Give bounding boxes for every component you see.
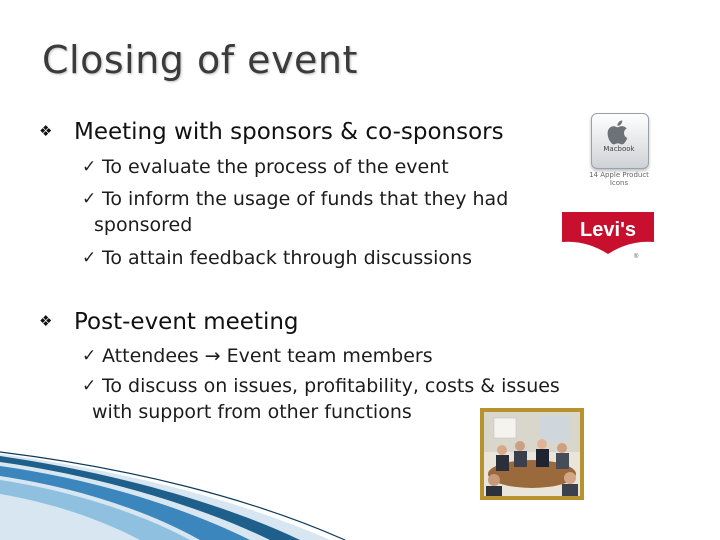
check-icon: ✓ xyxy=(82,346,97,366)
svg-text:®: ® xyxy=(634,254,639,260)
check-icon: ✓ xyxy=(82,189,97,209)
bullet-sponsors-meeting xyxy=(39,119,504,145)
diamond-bullet-icon: ❖ xyxy=(39,312,53,330)
check-icon: ✓ xyxy=(82,248,97,268)
bullet-text: Post-event meeting xyxy=(74,309,299,335)
decorative-wave xyxy=(0,440,720,540)
sub-item-continuation: sponsored xyxy=(94,214,193,236)
sub-item: ✓ To evaluate the process of the event xyxy=(82,156,449,178)
icon-label: Macbook xyxy=(603,145,635,153)
icon-caption: 14 Apple Product Icons xyxy=(589,171,649,187)
diamond-bullet-icon: ❖ xyxy=(39,122,53,140)
sub-item: ✓ Attendees → Event team members xyxy=(82,345,433,367)
apple-logo-icon xyxy=(606,117,632,147)
sub-item: ✓ To discuss on issues, profitability, costs & issues xyxy=(82,375,560,397)
sub-item: ✓ To attain feedback through discussions xyxy=(82,247,472,269)
sub-item: ✓ To inform the usage of funds that they had xyxy=(82,188,509,210)
check-icon: ✓ xyxy=(82,376,97,396)
levis-logo xyxy=(560,210,656,260)
bullet-text: Meeting with sponsors & co-sponsors xyxy=(74,119,504,145)
levis-logo-text: Levi's xyxy=(580,219,636,241)
apple-macbook-icon xyxy=(584,107,654,185)
sub-item-continuation: with support from other functions xyxy=(92,401,412,423)
bullet-post-event-meeting xyxy=(39,309,299,335)
check-icon: ✓ xyxy=(82,157,97,177)
slide-title: Closing of event xyxy=(42,38,358,82)
